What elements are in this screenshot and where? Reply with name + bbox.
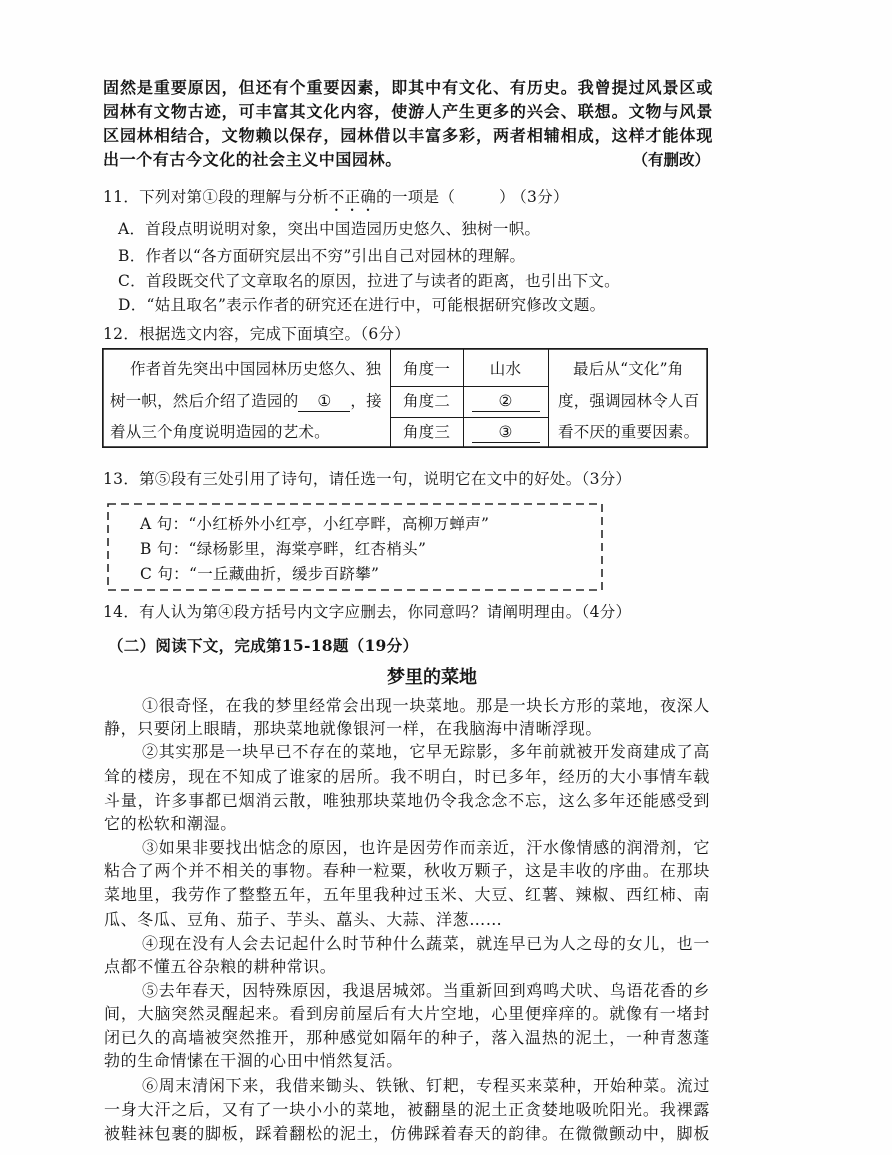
- table-divider: [390, 417, 548, 418]
- option-text: 首段点明说明对象，突出中国造园历史悠久、独树一帜。: [145, 220, 541, 238]
- question-13-stem: 13．第⑤段有三处引用了诗句，请任选一句，说明它在文中的好处。（3分）: [103, 470, 632, 488]
- paragraph-line: 一身大汗之后，又有了一块小小的菜地，被翻垦的泥土正贪婪地吸吮阳光。我裸露: [104, 1100, 710, 1119]
- option-d: [118, 293, 605, 317]
- paragraph-line: 被鞋袜包裹的脚板，踩着翻松的泥土，仿佛踩着春天的韵律。在微微颤动中，脚板: [104, 1124, 710, 1143]
- paragraph-line: ④现在没有人会去记起什么时节种什么蔬菜，就连早已为人之母的女儿，也一: [142, 934, 710, 953]
- quote-b: [140, 537, 426, 561]
- option-text: 首段既交代了文章取名的原因，拉进了与读者的距离，也引出下文。: [145, 272, 620, 290]
- answer-paren-open: （: [439, 188, 456, 206]
- paragraph-line: 瓜、冬瓜、豆角、茄子、芋头、藠头、大蒜、洋葱……: [104, 910, 503, 929]
- excerpt-line: 园林有文物古迹，可丰富其文化内容，使游人产生更多的兴会、联想。文物与风景: [103, 102, 713, 121]
- summary-text: 树一帜，然后介绍了造园的: [110, 392, 299, 410]
- paragraph-line: 闭已久的高墙被突然推开，那种感觉如隔年的种子，落入温热的泥土，一种青葱蓬: [104, 1028, 710, 1047]
- table-divider: [390, 386, 548, 387]
- table-divider: [548, 348, 549, 448]
- option-a: [118, 217, 540, 241]
- angle-value: [463, 389, 548, 413]
- quote-text: “一丘藏曲折，缓步百跻攀”: [189, 565, 380, 583]
- question-number: 11．: [103, 188, 140, 206]
- option-text: “姑且取名”表示作者的研究还在进行中，可能根据研究修改文题。: [146, 296, 606, 314]
- blank-2: ②: [472, 391, 540, 412]
- angle-value: 山水: [489, 360, 522, 378]
- summary-line: [110, 389, 382, 413]
- paragraph-line: 间，大脑突然灵醒起来。看到房前屋后有大片空地，心里便痒痒的。就像有一堵封: [104, 1004, 710, 1023]
- question-12-stem: 12．根据选文内容，完成下面填空。（6分）: [103, 325, 411, 343]
- conclusion-line: 度，强调园林令人百: [558, 392, 700, 410]
- option-c: [118, 269, 620, 293]
- paragraph-line: 它的松软和潮湿。: [104, 814, 237, 833]
- paragraph-line: 菜地里，我劳作了整整五年，五年里我种过玉米、大豆、红薯、辣椒、西红柿、南: [104, 885, 710, 904]
- summary-text: ，接: [350, 392, 382, 410]
- summary-line: 着从三个角度说明造园的艺术。: [110, 423, 330, 441]
- passage-title: 梦里的菜地: [387, 667, 477, 688]
- source-note: （有删改）: [632, 150, 710, 169]
- paragraph-line: 勃的生命情愫在干涸的心田中悄然复活。: [104, 1051, 403, 1070]
- option-b: [118, 244, 525, 268]
- answer-paren-close: ）: [499, 188, 515, 206]
- quote-text: “绿杨影里，海棠亭畔，红杏梢头”: [188, 540, 427, 558]
- blank-1: ①: [298, 391, 350, 412]
- summary-line: 作者首先突出中国园林历史悠久、独: [130, 360, 382, 378]
- section-header: （二）阅读下文，完成第15-18题（19分）: [108, 636, 419, 655]
- option-text: 作者以“各方面研究层出不穷”引出自己对园林的理解。: [145, 247, 526, 265]
- question-11-stem: [103, 185, 569, 209]
- paragraph-line: 耸的楼房，现在不知成了谁家的居所。我不明白，时已多年，经历的大小事情车载: [104, 767, 710, 786]
- angle-label: 角度二: [402, 392, 451, 410]
- angle-label: 角度一: [402, 360, 451, 378]
- option-label: D．: [118, 296, 147, 314]
- question-stem-text: 下列对第①段的理解与分析: [139, 188, 329, 206]
- question-stem-text: 的一项是: [376, 188, 440, 206]
- quote-label: C 句：: [140, 565, 189, 583]
- question-14-stem: 14．有人认为第④段方括号内文字应删去，你同意吗？请阐明理由。（4分）: [103, 603, 632, 621]
- option-label: B．: [118, 247, 146, 265]
- excerpt-line: 区园林相结合，文物赖以保存，园林借以丰富多彩，两者相辅相成，这样才能体现: [103, 126, 713, 145]
- angle-value: [463, 420, 548, 444]
- excerpt-line: 出一个有古今文化的社会主义中国园林。: [103, 150, 402, 169]
- paragraph-line: ②其实那是一块早已不存在的菜地，它早无踪影，多年前就被开发商建成了高: [142, 742, 710, 761]
- quote-a: [140, 512, 489, 536]
- quote-text: “小红桥外小红亭，小红亭畔，高柳万蝉声”: [188, 515, 490, 533]
- emphasized-words: 不正确: [328, 188, 377, 206]
- question-score: （3分）: [518, 188, 569, 206]
- paragraph-line: 静，只要闭上眼睛，那块菜地就像银河一样，在我脑海中清晰浮现。: [104, 719, 603, 738]
- paragraph-line: ⑥周末清闲下来，我借来锄头、铁锹、钉耙，专程买来菜种，开始种菜。流过: [142, 1076, 710, 1095]
- conclusion-line: 看不厌的重要因素。: [558, 423, 700, 441]
- paragraph-line: 粘合了两个并不相关的事物。春种一粒粟，秋收万颗子，这是丰收的序曲。在那块: [104, 861, 710, 880]
- quote-label: B 句：: [140, 540, 189, 558]
- conclusion-line: 最后从“文化”角: [573, 360, 684, 378]
- paragraph-line: 点都不懂五谷杂粮的耕种常识。: [104, 957, 337, 976]
- excerpt-line: 固然是重要原因，但还有个重要因素，即其中有文化、有历史。我曾提过风景区或: [103, 78, 713, 97]
- option-label: A．: [118, 220, 146, 238]
- paragraph-line: 斗量，许多事都已烟消云散，唯独那块菜地仍令我念念不忘，这么多年还能感受到: [104, 791, 710, 810]
- blank-3: ③: [472, 422, 540, 443]
- option-label: C．: [118, 272, 146, 290]
- paragraph-line: ①很奇怪，在我的梦里经常会出现一块菜地。那是一块长方形的菜地，夜深人: [142, 696, 710, 715]
- paragraph-line: ③如果非要找出惦念的原因，也许是因劳作而亲近，汗水像情感的润滑剂，它: [142, 838, 710, 857]
- quote-label: A 句：: [140, 515, 189, 533]
- paragraph-line: ⑤去年春天，因特殊原因，我退居城郊。当重新回到鸡鸣犬吠、鸟语花香的乡: [142, 981, 710, 1000]
- quote-c: [140, 562, 379, 586]
- angle-label: 角度三: [402, 423, 451, 441]
- fill-in-table: [102, 348, 708, 448]
